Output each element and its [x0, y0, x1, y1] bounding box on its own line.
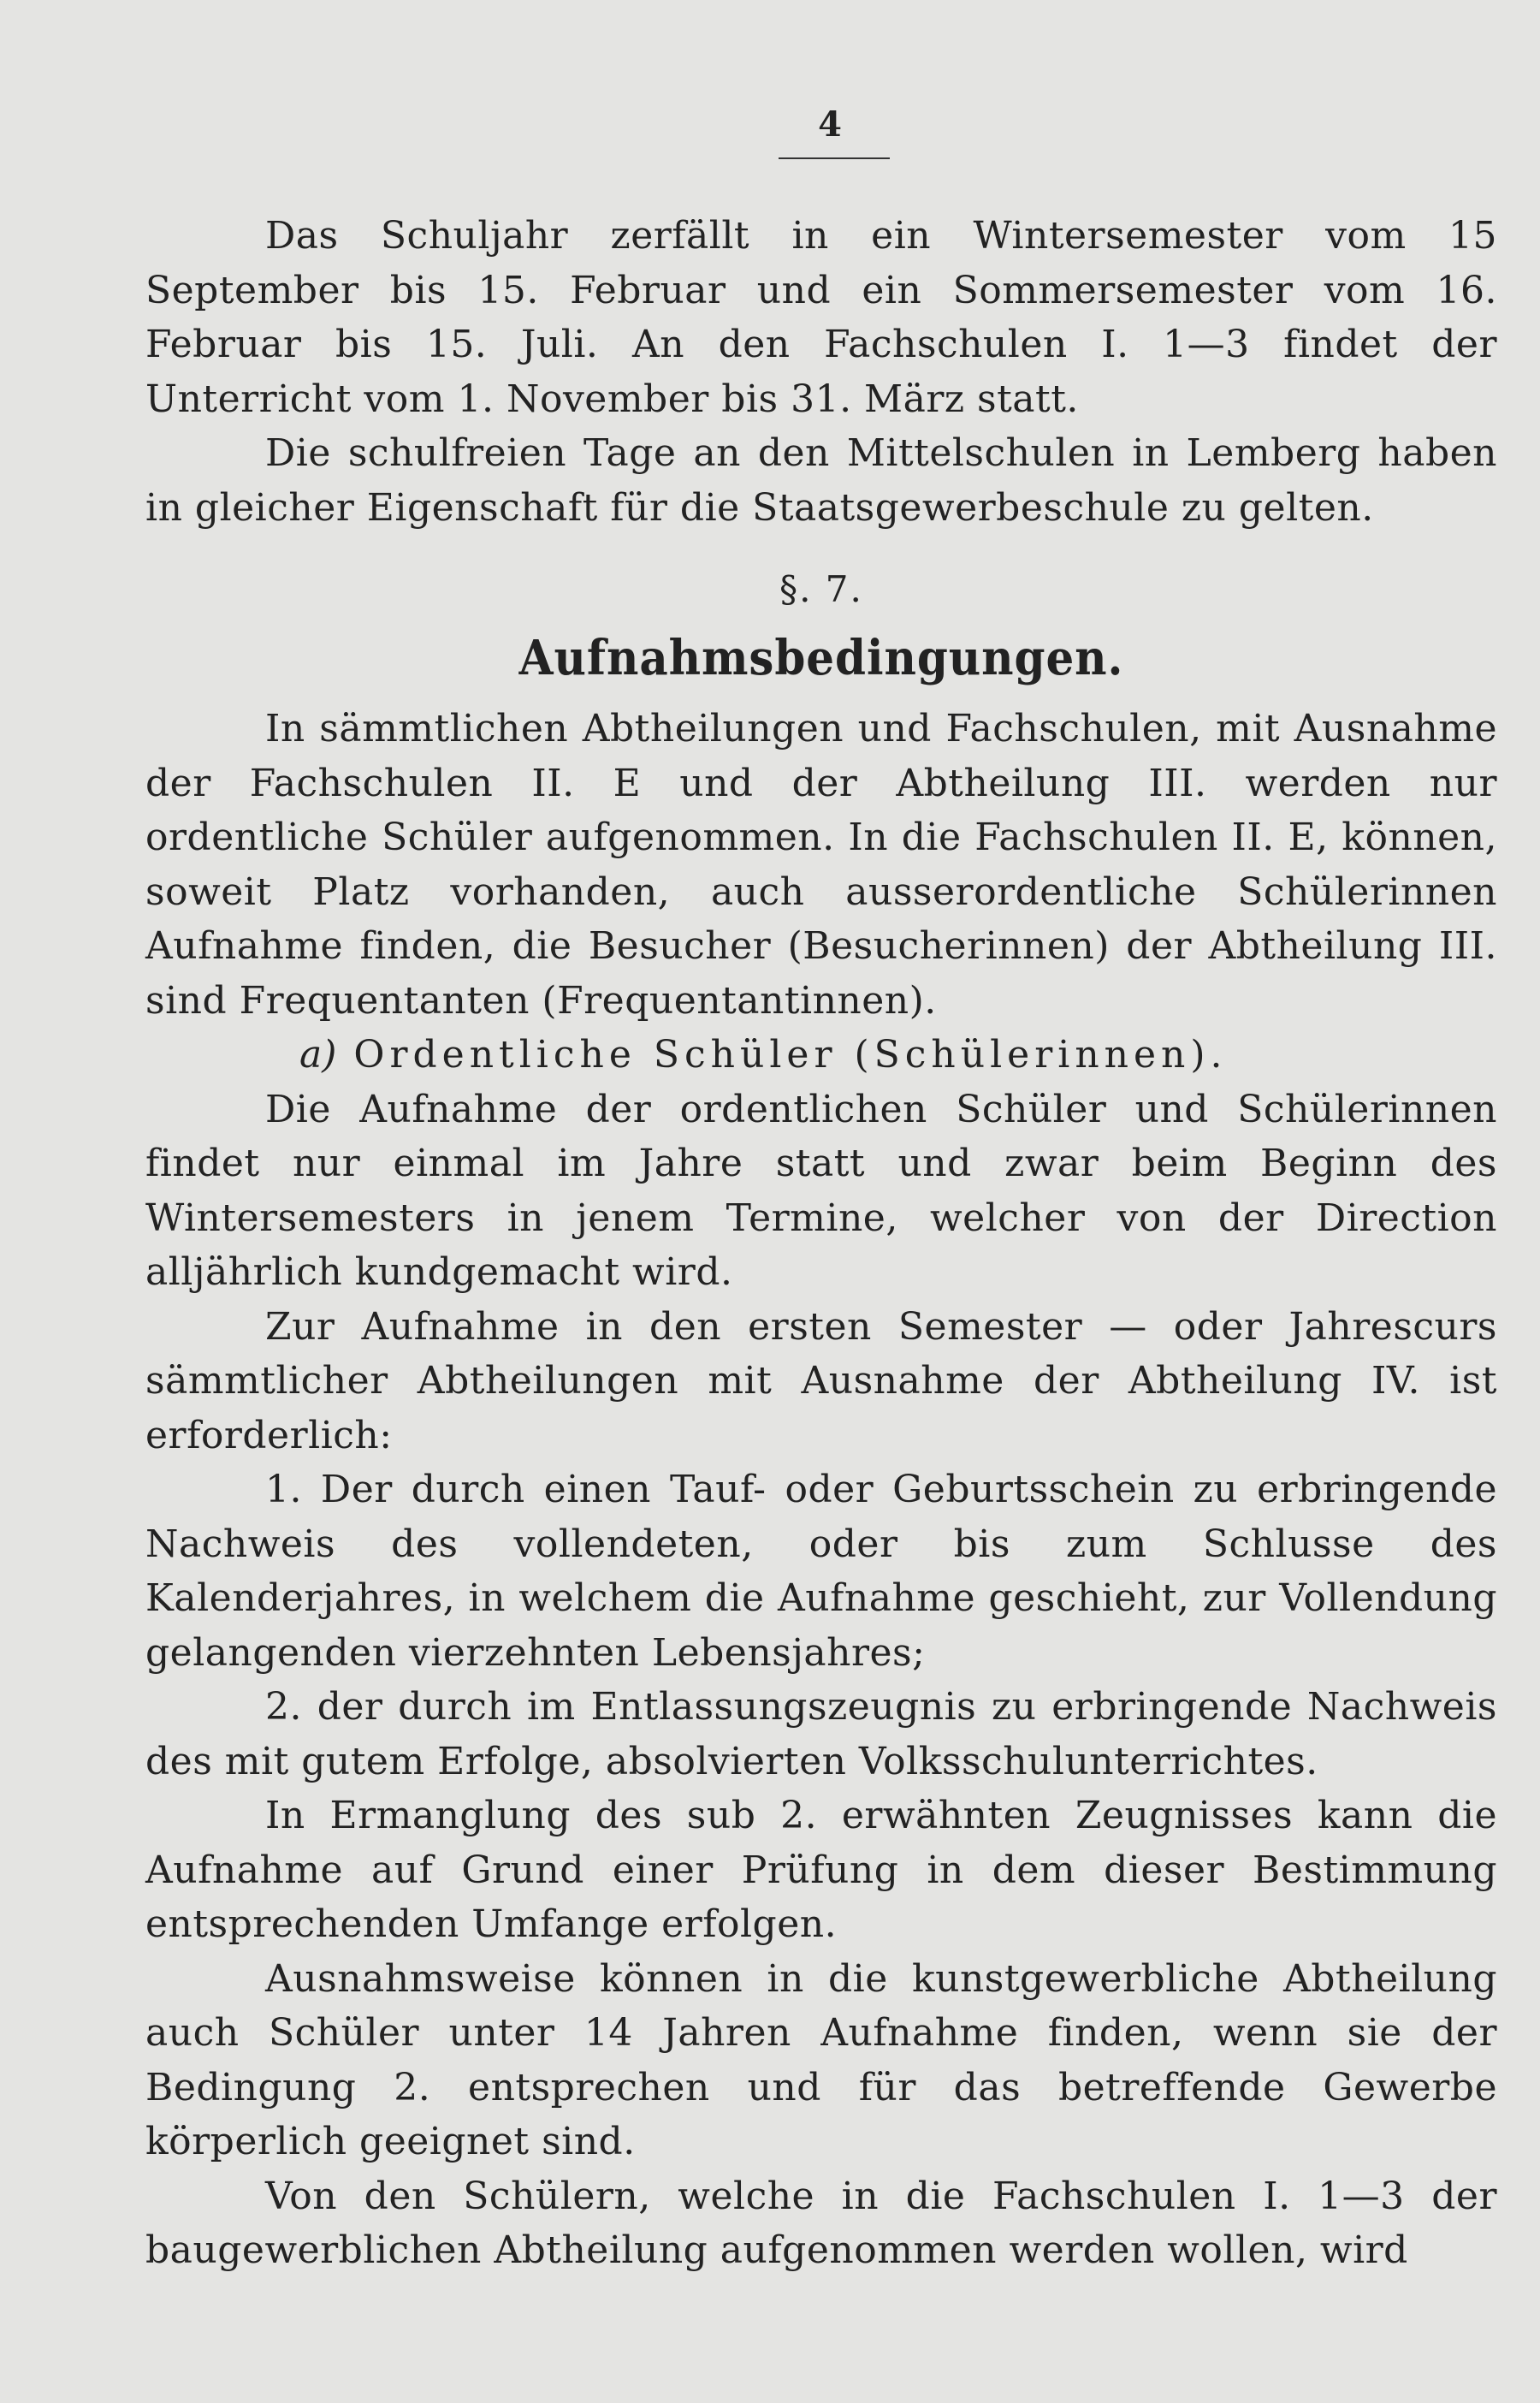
main-text-block	[145, 702, 1497, 2278]
page-number-rule	[779, 157, 890, 159]
section-title: Aufnahmsbedingungen.	[518, 630, 1124, 686]
subheading-text: Ordentliche Schüler (Schülerinnen).	[353, 1033, 1228, 1077]
section-number: §. 7.	[779, 568, 863, 610]
subheading-marker: a)	[299, 1033, 337, 1077]
paragraph-exam-alternative: In Ermanglung des sub 2. erwähnten Zeugnisses kann die Aufnahme auf Grund einer Prüfung in dem dieser Bestimmung entsprechenden Umfange erfolgen.	[145, 1794, 1497, 1946]
list-item-school-certificate: 2. der durch im Entlassungszeugnis zu erbringende Nachweis des mit gutem Erfolge, absolvierten Volksschulunterrichtes.	[145, 1685, 1497, 1783]
paragraph-intro: In sämmtlichen Abtheilungen und Fachschulen, mit Ausnahme der Fachschulen II. E und der Abtheilung III. werden nur ordentliche Schüler aufgenommen. In die Fachschulen II. E, können, soweit Platz vorhanden, auch ausserordentliche Schülerinnen Aufnahme finden, die Besucher (Besucherinnen) der Abtheilung III. sind Frequentanten (Frequentantinnen).	[145, 707, 1497, 1023]
list-item-age-proof: 1. Der durch einen Tauf- oder Geburtsschein zu erbringende Nachweis des vollendeten, oder bis zum Schlusse des Kalenderjahres, in welchem die Aufnahme geschieht, zur Vollendung gelangenden vierzehnten Lebensjahres;	[145, 1468, 1497, 1675]
paragraph-exception: Ausnahmsweise können in die kunstgewerbliche Abtheilung auch Schüler unter 14 Jahren Aufnahme finden, wenn sie der Bedingung 2. entsprechen und für das betreffende Gewerbe körperlich geeignet sind.	[145, 1956, 1497, 2163]
paragraph-admission-requirements: Zur Aufnahme in den ersten Semester — oder Jahrescurs sämmtlicher Abtheilungen mit Ausnahme der Abtheilung IV. ist erforderlich:	[145, 1304, 1497, 1457]
top-text-block	[145, 209, 1497, 535]
page-number: 4	[818, 104, 842, 145]
paragraph-admission-once: Die Aufnahme der ordentlichen Schüler und Schülerinnen findet nur einmal im Jahre statt und zwar beim Beginn des Wintersemesters in jenem Termine, welcher von der Direction alljährlich kundgemacht wird.	[145, 1087, 1497, 1294]
paragraph-school-year: Das Schuljahr zerfällt in ein Wintersemester vom 15 September bis 15. Februar und ein Sommersemester vom 16. Februar bis 15. Juli. An den Fachschulen I. 1—3 findet der Unterricht vom 1. November bis 31. März statt.	[145, 214, 1497, 421]
paragraph-school-free-days: Die schulfreien Tage an den Mittelschulen in Lemberg haben in gleicher Eigenschaft für die Staatsgewerbeschule zu gelten.	[145, 431, 1497, 530]
paragraph-building-trades: Von den Schülern, welche in die Fachschulen I. 1—3 der baugewerblichen Abtheilung aufgenommen werden wollen, wird	[145, 2174, 1497, 2272]
subheading	[145, 1028, 1497, 1083]
